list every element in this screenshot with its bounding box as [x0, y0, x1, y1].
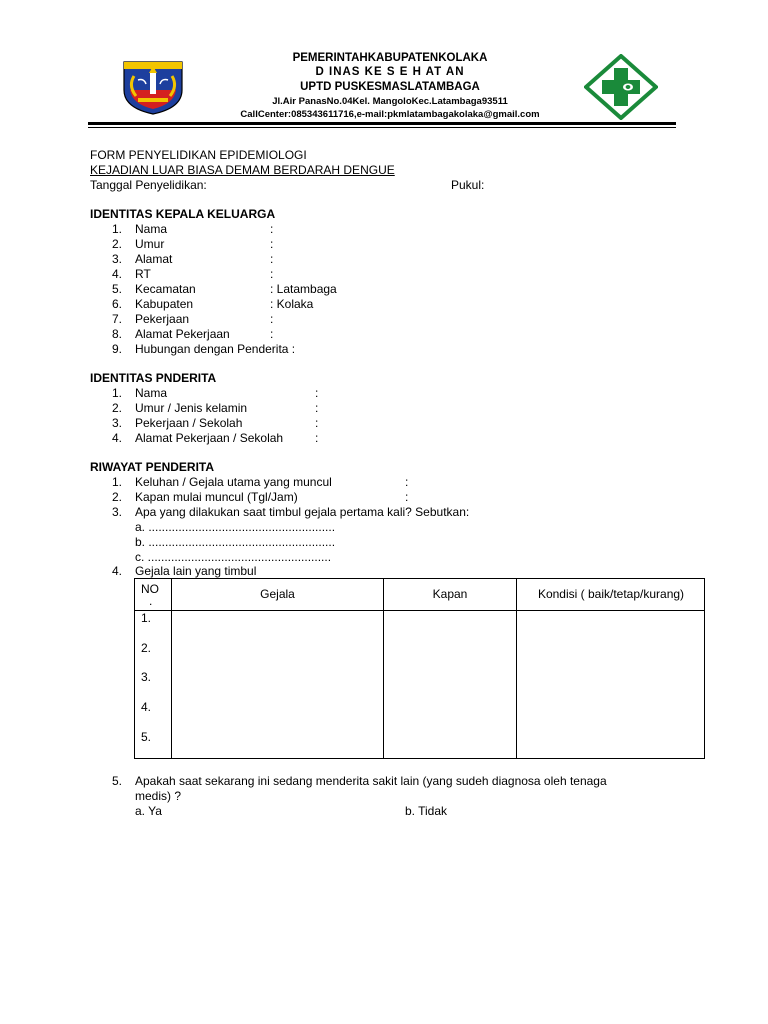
header-line-1: PEMERINTAHKABUPATENKOLAKA — [292, 52, 488, 64]
field-value: : — [315, 416, 319, 430]
field-label: Alamat Pekerjaan / Sekolah — [135, 431, 284, 445]
table-row-number: 4. — [141, 700, 152, 714]
time-label: Pukul: — [451, 178, 485, 192]
answer-option-a: a. ........................................................ — [135, 520, 336, 534]
table-row-number: 1. — [141, 611, 152, 625]
table-header-kapan: Kapan — [432, 587, 468, 601]
field-value: : — [270, 237, 274, 251]
question-label: Apakah saat sekarang ini sedang menderita sakit lain (yang sudeh diagnosa oleh tenaga — [135, 774, 607, 788]
answer-option-b: b. ........................................................ — [135, 535, 336, 549]
table-header-no-dot: . — [149, 594, 153, 608]
question-label: Kapan mulai muncul (Tgl/Jam) — [135, 490, 298, 504]
section-heading-kepala-keluarga: IDENTITAS KEPALA KELUARGA — [90, 207, 276, 221]
field-label: RT — [135, 267, 151, 281]
table-header-divider — [135, 610, 704, 611]
header-address: Jl.Air PanasNo.04Kel. MangoloKec.Latambaga93511 — [272, 96, 508, 107]
table-header-no: NO — [141, 582, 159, 596]
question-label-continued: medis) ? — [135, 789, 182, 803]
field-label: Umur — [135, 237, 165, 251]
field-label: Pekerjaan / Sekolah — [135, 416, 243, 430]
list-item-number: 3. — [112, 252, 123, 266]
table-row-number: 3. — [141, 670, 152, 684]
header-contact: CallCenter:085343611716,e-mail:pkmlatambagakolaka@gmail.com — [240, 109, 540, 120]
table-header-kondisi: Kondisi ( baik/tetap/kurang) — [537, 587, 685, 601]
field-label: Kabupaten — [135, 297, 194, 311]
field-value: : — [315, 401, 319, 415]
list-item-number: 5. — [112, 774, 123, 788]
answer-option-tidak: b. Tidak — [405, 804, 448, 818]
table-header-gejala: Gejala — [260, 587, 295, 601]
list-item-number: 6. — [112, 297, 123, 311]
section-heading-penderita: IDENTITAS PNDERITA — [90, 371, 217, 385]
field-label: Nama — [135, 222, 168, 236]
table-column-divider — [171, 579, 172, 758]
field-label: Nama — [135, 386, 168, 400]
list-item-number: 4. — [112, 267, 123, 281]
field-value: : — [315, 386, 319, 400]
list-item-number: 2. — [112, 490, 123, 504]
answer-option-c: c. ....................................................... — [135, 550, 332, 564]
header-divider — [88, 122, 676, 125]
form-title: FORM PENYELIDIKAN EPIDEMIOLOGI — [90, 148, 307, 162]
question-label: Gejala lain yang timbul — [135, 564, 257, 578]
form-subtitle: KEJADIAN LUAR BIASA DEMAM BERDARAH DENGUE — [90, 163, 395, 177]
field-value: : — [270, 267, 274, 281]
puskesmas-cross-icon — [584, 54, 658, 120]
symptoms-table — [134, 578, 705, 759]
list-item-number: 4. — [112, 431, 123, 445]
table-column-divider — [383, 579, 384, 758]
list-item-number: 3. — [112, 505, 123, 519]
list-item-number: 1. — [112, 386, 123, 400]
table-row-number: 2. — [141, 641, 152, 655]
list-item-number: 2. — [112, 401, 123, 415]
field-label: Alamat Pekerjaan — [135, 327, 230, 341]
field-label: Alamat — [135, 252, 173, 266]
question-label: Apa yang dilakukan saat timbul gejala pertama kali? Sebutkan: — [135, 505, 470, 519]
list-item-number: 2. — [112, 237, 123, 251]
field-value: : — [270, 252, 274, 266]
field-label: Umur / Jenis kelamin — [135, 401, 248, 415]
regency-emblem-icon — [116, 56, 190, 116]
field-label: Hubungan dengan Penderita : — [135, 342, 296, 356]
table-column-divider — [516, 579, 517, 758]
list-item-number: 8. — [112, 327, 123, 341]
list-item-number: 9. — [112, 342, 123, 356]
field-value: : Kolaka — [270, 297, 314, 311]
list-item-number: 7. — [112, 312, 123, 326]
date-label: Tanggal Penyelidikan: — [90, 178, 207, 192]
question-label: Keluhan / Gejala utama yang muncul — [135, 475, 332, 489]
list-item-number: 1. — [112, 475, 123, 489]
field-value: : — [315, 431, 319, 445]
header-divider-thin — [88, 127, 676, 128]
field-value: : Latambaga — [270, 282, 337, 296]
list-item-number: 1. — [112, 222, 123, 236]
field-value: : — [270, 312, 274, 326]
table-row-number: 5. — [141, 730, 152, 744]
field-value: : — [405, 490, 409, 504]
answer-option-ya: a. Ya — [135, 804, 162, 818]
field-value: : — [270, 327, 274, 341]
list-item-number: 3. — [112, 416, 123, 430]
list-item-number: 5. — [112, 282, 123, 296]
header-line-3: UPTD PUSKESMASLATAMBAGA — [300, 81, 480, 93]
field-label: Kecamatan — [135, 282, 196, 296]
field-label: Pekerjaan — [135, 312, 190, 326]
header-line-2: D INAS KE S E H AT AN — [315, 66, 465, 78]
field-value: : — [405, 475, 409, 489]
list-item-number: 4. — [112, 564, 123, 578]
field-value: : — [270, 222, 274, 236]
section-heading-riwayat: RIWAYAT PENDERITA — [90, 460, 215, 474]
